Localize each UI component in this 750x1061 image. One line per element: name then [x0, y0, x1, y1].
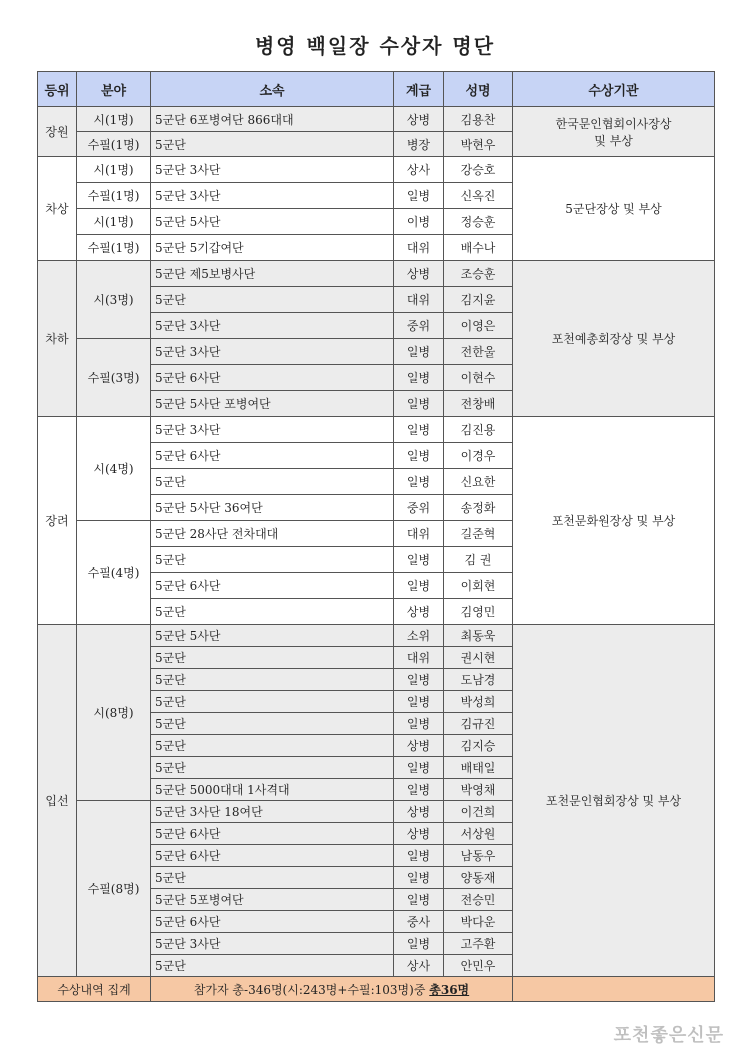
- name-cell: 길준혁: [444, 521, 513, 547]
- watermark-logo: 포천좋은신문: [613, 1025, 724, 1046]
- name-cell: 도남경: [444, 669, 513, 691]
- table-row: [38, 625, 715, 647]
- grade-cell: 상병: [394, 823, 444, 845]
- grade-cell: 일병: [394, 573, 444, 599]
- grade-cell: 상사: [394, 955, 444, 977]
- unit-cell: 5군단 5포병여단: [151, 889, 394, 911]
- name-cell: 전승민: [444, 889, 513, 911]
- grade-cell: 상병: [394, 801, 444, 823]
- unit-cell: 5군단 5000대대 1사격대: [151, 779, 394, 801]
- table-row: [38, 107, 715, 132]
- summary-row: [38, 977, 715, 1002]
- name-cell: 권시현: [444, 647, 513, 669]
- unit-cell: 5군단 5사단 36여단: [151, 495, 394, 521]
- name-cell: 고주환: [444, 933, 513, 955]
- name-cell: 박다운: [444, 911, 513, 933]
- grade-cell: 일병: [394, 845, 444, 867]
- name-cell: 조승훈: [444, 261, 513, 287]
- name-cell: 김 권: [444, 547, 513, 573]
- unit-cell: 5군단: [151, 669, 394, 691]
- award-cell: 포천예총회장상 및 부상: [513, 261, 715, 417]
- name-cell: 김지승: [444, 735, 513, 757]
- unit-cell: 5군단 6사단: [151, 573, 394, 599]
- name-cell: 서상원: [444, 823, 513, 845]
- field-cell: 시(3명): [77, 261, 151, 339]
- name-cell: 정승훈: [444, 209, 513, 235]
- name-cell: 양동재: [444, 867, 513, 889]
- name-cell: 김영민: [444, 599, 513, 625]
- grade-cell: 중위: [394, 313, 444, 339]
- name-cell: 신옥진: [444, 183, 513, 209]
- unit-cell: 5군단 3사단: [151, 417, 394, 443]
- grade-cell: 상병: [394, 261, 444, 287]
- unit-cell: 5군단 3사단: [151, 183, 394, 209]
- field-cell: 시(1명): [77, 209, 151, 235]
- unit-cell: 5군단 6사단: [151, 845, 394, 867]
- grade-cell: 대위: [394, 287, 444, 313]
- name-cell: 이회현: [444, 573, 513, 599]
- grade-cell: 일병: [394, 469, 444, 495]
- grade-cell: 상병: [394, 599, 444, 625]
- rank-cell: 장려: [38, 417, 77, 625]
- unit-cell: 5군단 3사단: [151, 313, 394, 339]
- name-cell: 이경우: [444, 443, 513, 469]
- field-cell: 시(8명): [77, 625, 151, 801]
- name-cell: 김용찬: [444, 107, 513, 132]
- award-line: 한국문인협회이사장상: [555, 116, 672, 131]
- field-cell: 시(4명): [77, 417, 151, 521]
- unit-cell: 5군단 3사단: [151, 339, 394, 365]
- name-cell: 박영채: [444, 779, 513, 801]
- rank-cell: 장원: [38, 107, 77, 157]
- name-cell: 김규진: [444, 713, 513, 735]
- name-cell: 강승호: [444, 157, 513, 183]
- grade-cell: 중위: [394, 495, 444, 521]
- header-rank: 등위: [38, 72, 77, 107]
- grade-cell: 중사: [394, 911, 444, 933]
- summary-total: 총36명: [429, 982, 470, 997]
- rank-cell: 차하: [38, 261, 77, 417]
- unit-cell: 5군단 3사단: [151, 157, 394, 183]
- grade-cell: 일병: [394, 867, 444, 889]
- name-cell: 최동욱: [444, 625, 513, 647]
- unit-cell: 5군단: [151, 735, 394, 757]
- header-field: 분야: [77, 72, 151, 107]
- table-row: [38, 417, 715, 443]
- field-cell: 수필(1명): [77, 183, 151, 209]
- unit-cell: 5군단 제5보병사단: [151, 261, 394, 287]
- unit-cell: 5군단: [151, 713, 394, 735]
- name-cell: 전창배: [444, 391, 513, 417]
- unit-cell: 5군단 5사단: [151, 625, 394, 647]
- unit-cell: 5군단: [151, 132, 394, 157]
- table-row: [38, 157, 715, 183]
- grade-cell: 일병: [394, 889, 444, 911]
- header-award: 수상기관: [513, 72, 715, 107]
- unit-cell: 5군단 5사단 포병여단: [151, 391, 394, 417]
- unit-cell: 5군단 28사단 전차대대: [151, 521, 394, 547]
- unit-cell: 5군단: [151, 647, 394, 669]
- name-cell: 남동우: [444, 845, 513, 867]
- field-cell: 수필(4명): [77, 521, 151, 625]
- field-cell: 수필(1명): [77, 132, 151, 157]
- name-cell: 전한울: [444, 339, 513, 365]
- name-cell: 배태일: [444, 757, 513, 779]
- grade-cell: 일병: [394, 933, 444, 955]
- award-table: [37, 71, 715, 1002]
- summary-label: 수상내역 집계: [38, 977, 151, 1002]
- grade-cell: 병장: [394, 132, 444, 157]
- unit-cell: 5군단 6사단: [151, 823, 394, 845]
- field-cell: 수필(3명): [77, 339, 151, 417]
- unit-cell: 5군단 3사단 18여단: [151, 801, 394, 823]
- grade-cell: 일병: [394, 547, 444, 573]
- grade-cell: 대위: [394, 521, 444, 547]
- table-row: [38, 261, 715, 287]
- award-line: 및 부상: [594, 133, 633, 148]
- grade-cell: 일병: [394, 391, 444, 417]
- grade-cell: 일병: [394, 669, 444, 691]
- grade-cell: 상사: [394, 157, 444, 183]
- grade-cell: 일병: [394, 691, 444, 713]
- rank-cell: 차상: [38, 157, 77, 261]
- header-unit: 소속: [151, 72, 394, 107]
- unit-cell: 5군단: [151, 955, 394, 977]
- name-cell: 이건희: [444, 801, 513, 823]
- unit-cell: 5군단 6사단: [151, 443, 394, 469]
- name-cell: 이현수: [444, 365, 513, 391]
- grade-cell: 일병: [394, 779, 444, 801]
- unit-cell: 5군단: [151, 691, 394, 713]
- award-cell: 포천문화원장상 및 부상: [513, 417, 715, 625]
- award-cell: 5군단장상 및 부상: [513, 157, 715, 261]
- unit-cell: 5군단 3사단: [151, 933, 394, 955]
- header-grade: 계급: [394, 72, 444, 107]
- page-title: 병영 백일장 수상자 명단: [254, 34, 496, 58]
- name-cell: 송정화: [444, 495, 513, 521]
- name-cell: 배수나: [444, 235, 513, 261]
- grade-cell: 일병: [394, 713, 444, 735]
- field-cell: 시(1명): [77, 157, 151, 183]
- header-row: [38, 72, 715, 107]
- field-cell: 시(1명): [77, 107, 151, 132]
- unit-cell: 5군단 6사단: [151, 911, 394, 933]
- rank-cell: 입선: [38, 625, 77, 977]
- summary-text: 참가자 총-346명(시:243명+수필:103명)중: [193, 982, 426, 997]
- grade-cell: 일병: [394, 183, 444, 209]
- name-cell: 김지윤: [444, 287, 513, 313]
- name-cell: 이영은: [444, 313, 513, 339]
- unit-cell: 5군단 5사단: [151, 209, 394, 235]
- unit-cell: 5군단: [151, 867, 394, 889]
- unit-cell: 5군단: [151, 469, 394, 495]
- field-cell: 수필(1명): [77, 235, 151, 261]
- name-cell: 박현우: [444, 132, 513, 157]
- grade-cell: 상병: [394, 735, 444, 757]
- award-cell: 포천문인협회장상 및 부상: [513, 625, 715, 977]
- name-cell: 박성희: [444, 691, 513, 713]
- summary-empty-cell: [513, 977, 715, 1002]
- grade-cell: 이병: [394, 209, 444, 235]
- grade-cell: 상병: [394, 107, 444, 132]
- grade-cell: 소위: [394, 625, 444, 647]
- grade-cell: 대위: [394, 235, 444, 261]
- summary-text-cell: [151, 977, 513, 1002]
- grade-cell: 대위: [394, 647, 444, 669]
- unit-cell: 5군단 6사단: [151, 365, 394, 391]
- unit-cell: 5군단: [151, 287, 394, 313]
- unit-cell: 5군단: [151, 757, 394, 779]
- name-cell: 안민우: [444, 955, 513, 977]
- grade-cell: 일병: [394, 443, 444, 469]
- grade-cell: 일병: [394, 417, 444, 443]
- unit-cell: 5군단: [151, 547, 394, 573]
- name-cell: 신요한: [444, 469, 513, 495]
- unit-cell: 5군단 5기갑여단: [151, 235, 394, 261]
- grade-cell: 일병: [394, 757, 444, 779]
- unit-cell: 5군단: [151, 599, 394, 625]
- unit-cell: 5군단 6포병여단 866대대: [151, 107, 394, 132]
- header-name: 성명: [444, 72, 513, 107]
- award-cell: [513, 107, 715, 157]
- name-cell: 김진용: [444, 417, 513, 443]
- grade-cell: 일병: [394, 339, 444, 365]
- grade-cell: 일병: [394, 365, 444, 391]
- field-cell: 수필(8명): [77, 801, 151, 977]
